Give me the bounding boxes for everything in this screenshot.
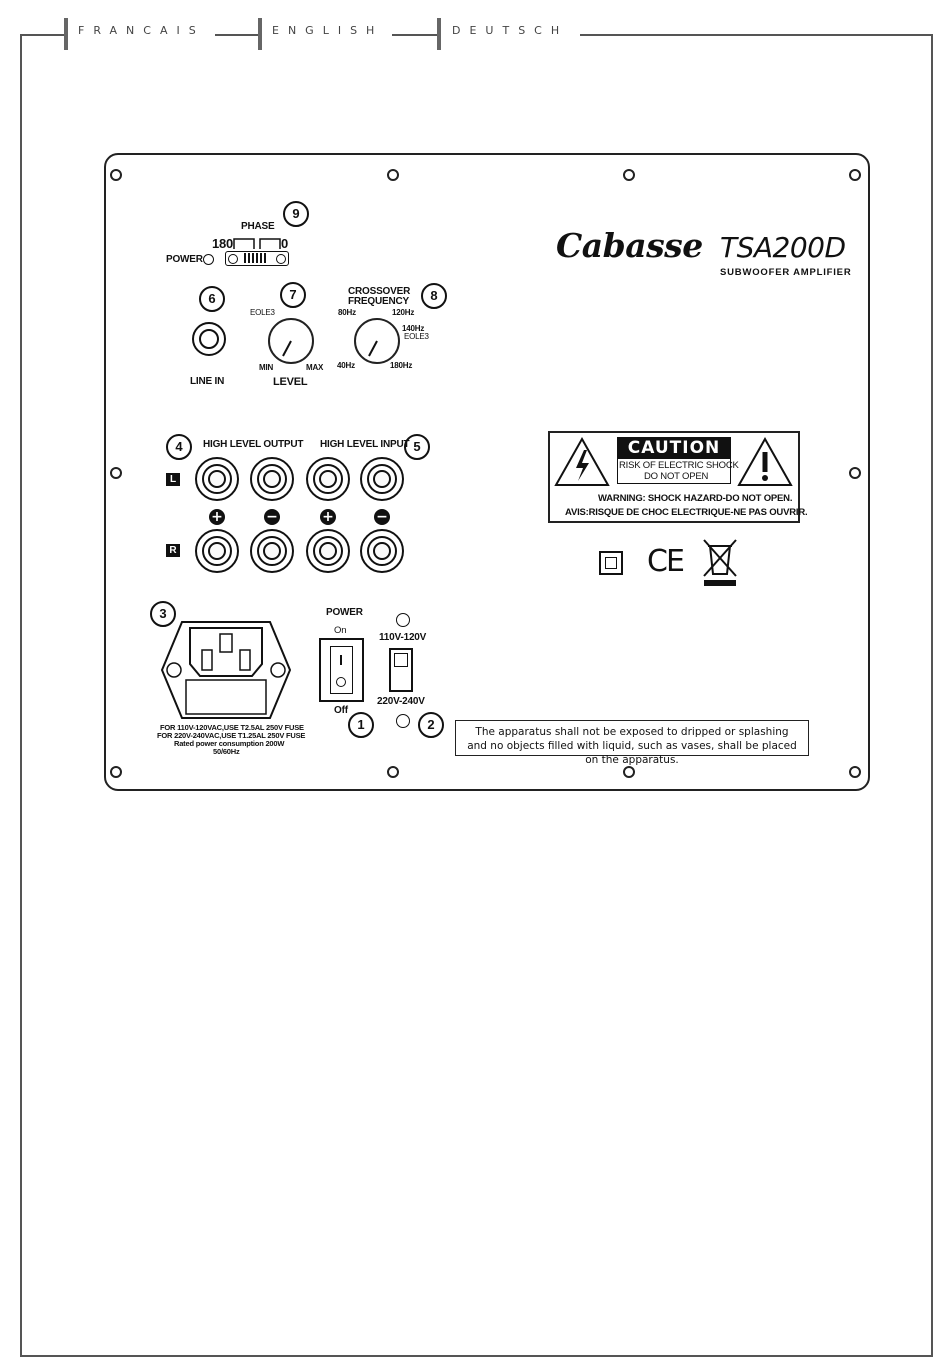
screw-icon (623, 169, 635, 181)
power-switch-label: POWER (326, 607, 363, 618)
caution-line-1: RISK OF ELECTRIC SHOCK (619, 460, 739, 471)
binding-post-in-left-plus[interactable] (306, 457, 350, 501)
safety-notice: The apparatus shall not be exposed to dripped or splashing and no objects filled with liquid, such as vases, shall be placed on the apparatus. (455, 720, 809, 756)
power-led-icon (203, 254, 214, 265)
model-subtitle: SUBWOOFER AMPLIFIER (720, 267, 852, 278)
crossover-eole3: EOLE3 (404, 332, 429, 341)
phase-switch[interactable] (225, 251, 289, 266)
crossover-knob[interactable] (354, 318, 400, 364)
binding-post-out-right-minus[interactable] (250, 529, 294, 573)
frame-top-line (215, 34, 259, 36)
fuse-text-4: 50/60Hz (213, 747, 240, 756)
channel-left-badge: L (166, 473, 180, 486)
phase-switch-slider (244, 253, 266, 263)
voltage-220-label: 220V-240V (377, 696, 425, 707)
phase-label: PHASE (241, 221, 275, 232)
callout-4: 4 (166, 434, 192, 460)
binding-post-out-left-plus[interactable] (195, 457, 239, 501)
frame-left-line (20, 34, 22, 1356)
callout-9: 9 (283, 201, 309, 227)
fuse-text-3: Rated power consumption 200W (174, 739, 285, 748)
screw-icon (396, 613, 410, 627)
level-label: LEVEL (273, 376, 308, 388)
tab-divider (437, 18, 441, 50)
high-level-output-label: HIGH LEVEL OUTPUT (203, 439, 304, 450)
binding-post-in-right-plus[interactable] (306, 529, 350, 573)
tab-deutsch[interactable]: DEUTSCH (452, 24, 569, 37)
channel-right-badge: R (166, 544, 180, 557)
phase-180-label: 180 (212, 236, 234, 251)
screw-icon (849, 169, 861, 181)
power-switch[interactable] (319, 638, 364, 702)
crossover-140hz: 140Hz (402, 324, 425, 333)
callout-7: 7 (280, 282, 306, 308)
frame-top-line (392, 34, 438, 36)
screw-icon (387, 169, 399, 181)
level-max-label: MAX (306, 363, 324, 372)
caution-line-2: DO NOT OPEN (644, 471, 709, 482)
caution-warning-fr: AVIS:RISQUE DE CHOC ELECTRIQUE-NE PAS OUVRIR. (565, 507, 808, 518)
tab-francais[interactable]: FRANCAIS (78, 24, 205, 37)
minus-icon: − (264, 509, 280, 525)
binding-post-in-left-minus[interactable] (360, 457, 404, 501)
electric-shock-warning-icon (553, 436, 611, 488)
tab-english[interactable]: ENGLISH (272, 24, 384, 37)
exclamation-warning-icon (736, 436, 794, 488)
phase-switch-screw-icon (276, 254, 286, 264)
crossover-label-1: CROSSOVER (348, 286, 411, 297)
caution-title: CAUTION (617, 437, 731, 458)
phase-0-label: 0 (281, 236, 289, 251)
crossover-80hz: 80Hz (338, 308, 356, 317)
callout-3: 3 (150, 601, 176, 627)
phase-bracket (232, 236, 282, 250)
binding-post-out-left-minus[interactable] (250, 457, 294, 501)
tab-divider (258, 18, 262, 50)
screw-icon (623, 766, 635, 778)
frame-top-line (20, 34, 66, 36)
fuse-text-2: FOR 220V-240VAC,USE T1.25AL 250V FUSE (157, 731, 306, 740)
callout-1: 1 (348, 712, 374, 738)
tab-divider (64, 18, 68, 50)
plus-icon: + (320, 509, 336, 525)
level-preset-label: EOLE3 (250, 308, 275, 317)
binding-post-in-right-minus[interactable] (360, 529, 404, 573)
line-in-jack-hole (199, 329, 219, 349)
crossover-knob-pointer (356, 320, 398, 362)
binding-post-out-right-plus[interactable] (195, 529, 239, 573)
crossover-label-2: FREQUENCY (348, 296, 409, 307)
screw-icon (110, 169, 122, 181)
power-switch-rocker (330, 646, 353, 694)
voltage-110-label: 110V-120V (379, 632, 427, 643)
screw-icon (110, 467, 122, 479)
minus-icon: − (374, 509, 390, 525)
voltage-selector-slider (394, 653, 408, 667)
power-led-label: POWER (166, 254, 203, 265)
ac-power-inlet[interactable] (160, 620, 292, 720)
crossover-120hz: 120Hz (392, 308, 415, 317)
screw-icon (396, 714, 410, 728)
level-knob-pointer (270, 320, 312, 362)
power-on-label: On (334, 625, 347, 636)
frame-right-line (931, 34, 933, 1356)
callout-2: 2 (418, 712, 444, 738)
callout-6: 6 (199, 286, 225, 312)
frame-bottom-line (20, 1355, 933, 1357)
weee-bin-icon (700, 536, 740, 588)
power-off-label: Off (334, 705, 348, 716)
screw-icon (387, 766, 399, 778)
callout-5: 5 (404, 434, 430, 460)
crossover-40hz: 40Hz (337, 361, 355, 370)
phase-switch-screw-icon (228, 254, 238, 264)
screw-icon (849, 766, 861, 778)
crossover-180hz: 180Hz (390, 361, 413, 370)
line-in-label: LINE IN (190, 376, 225, 387)
line-in-jack[interactable] (192, 322, 226, 356)
brand-logo: Cabasse (556, 226, 703, 265)
screw-icon (110, 766, 122, 778)
ce-mark: CE (647, 544, 683, 579)
voltage-selector[interactable] (389, 648, 413, 692)
frame-top-line (580, 34, 932, 36)
level-knob[interactable] (268, 318, 314, 364)
caution-warning-en: WARNING: SHOCK HAZARD-DO NOT OPEN. (598, 493, 793, 504)
callout-8: 8 (421, 283, 447, 309)
plus-icon: + (209, 509, 225, 525)
high-level-input-label: HIGH LEVEL INPUT (320, 439, 410, 450)
screw-icon (849, 467, 861, 479)
model-name: TSA200D (720, 231, 846, 264)
level-min-label: MIN (259, 363, 274, 372)
fuse-text-1: FOR 110V-120VAC,USE T2.5AL 250V FUSE (160, 723, 304, 732)
double-insulation-icon (599, 551, 623, 575)
